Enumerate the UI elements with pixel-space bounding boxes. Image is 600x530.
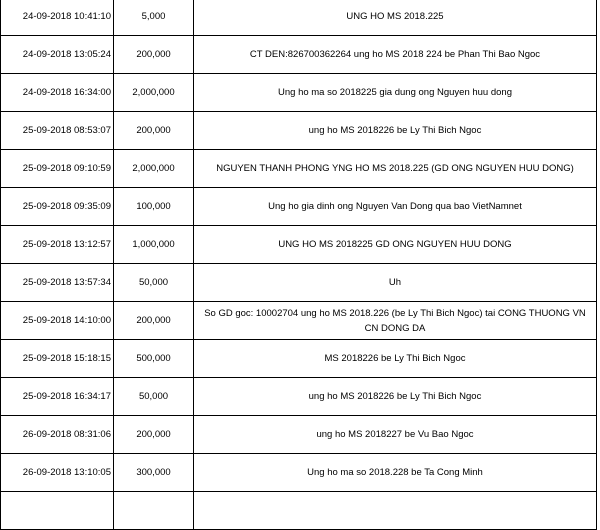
description-cell: So GD goc: 10002704 ung ho MS 2018.226 (be Ly Thi Bich Ngoc) tai CONG THUONG VN CN DONG DA [194,302,597,340]
description-cell: ung ho MS 2018226 be Ly Thi Bich Ngoc [194,378,597,416]
description-cell: UNG HO MS 2018.225 [194,0,597,36]
date-cell: 24-09-2018 16:34:00 [1,74,114,112]
amount-cell: 300,000 [114,454,194,492]
transactions-table-body [1,0,597,530]
amount-cell: 200,000 [114,302,194,340]
date-cell: 24-09-2018 13:05:24 [1,36,114,74]
amount-cell: 50,000 [114,378,194,416]
description-cell: Ung ho ma so 2018225 gia dung ong Nguyen huu dong [194,74,597,112]
table-row [1,74,597,112]
amount-cell: 200,000 [114,36,194,74]
date-cell: 25-09-2018 09:10:59 [1,150,114,188]
description-cell: Ung ho gia dinh ong Nguyen Van Dong qua bao VietNamnet [194,188,597,226]
date-cell: 25-09-2018 09:35:09 [1,188,114,226]
table-row [1,340,597,378]
table-row [1,264,597,302]
date-cell: 25-09-2018 14:10:00 [1,302,114,340]
amount-cell: 5,000 [114,0,194,36]
amount-cell: 2,000,000 [114,150,194,188]
amount-cell: 50,000 [114,264,194,302]
description-cell: ung ho MS 2018227 be Vu Bao Ngoc [194,416,597,454]
description-cell: Ung ho ma so 2018.228 be Ta Cong Minh [194,454,597,492]
amount-cell: 2,000,000 [114,74,194,112]
date-cell: 26-09-2018 08:31:06 [1,416,114,454]
amount-cell: 1,000,000 [114,226,194,264]
table-row [1,150,597,188]
date-cell: 25-09-2018 13:12:57 [1,226,114,264]
description-cell [194,492,597,530]
table-row [1,454,597,492]
amount-cell: 500,000 [114,340,194,378]
table-row [1,0,597,36]
table-row [1,378,597,416]
amount-cell: 200,000 [114,416,194,454]
table-row [1,188,597,226]
description-cell: NGUYEN THANH PHONG YNG HO MS 2018.225 (GD ONG NGUYEN HUU DONG) [194,150,597,188]
date-cell: 25-09-2018 08:53:07 [1,112,114,150]
table-row [1,226,597,264]
date-cell: 26-09-2018 13:10:05 [1,454,114,492]
description-cell: ung ho MS 2018226 be Ly Thi Bich Ngoc [194,112,597,150]
table-row [1,492,597,530]
description-cell: Uh [194,264,597,302]
date-cell: 25-09-2018 13:57:34 [1,264,114,302]
date-cell: 24-09-2018 10:41:10 [1,0,114,36]
description-cell: MS 2018226 be Ly Thi Bich Ngoc [194,340,597,378]
description-cell: UNG HO MS 2018225 GD ONG NGUYEN HUU DONG [194,226,597,264]
amount-cell [114,492,194,530]
table-row [1,416,597,454]
amount-cell: 100,000 [114,188,194,226]
table-row [1,36,597,74]
description-cell: CT DEN:826700362264 ung ho MS 2018 224 be Phan Thi Bao Ngoc [194,36,597,74]
date-cell: 25-09-2018 15:18:15 [1,340,114,378]
table-row [1,112,597,150]
amount-cell: 200,000 [114,112,194,150]
date-cell: 25-09-2018 16:34:17 [1,378,114,416]
date-cell [1,492,114,530]
table-row [1,302,597,340]
